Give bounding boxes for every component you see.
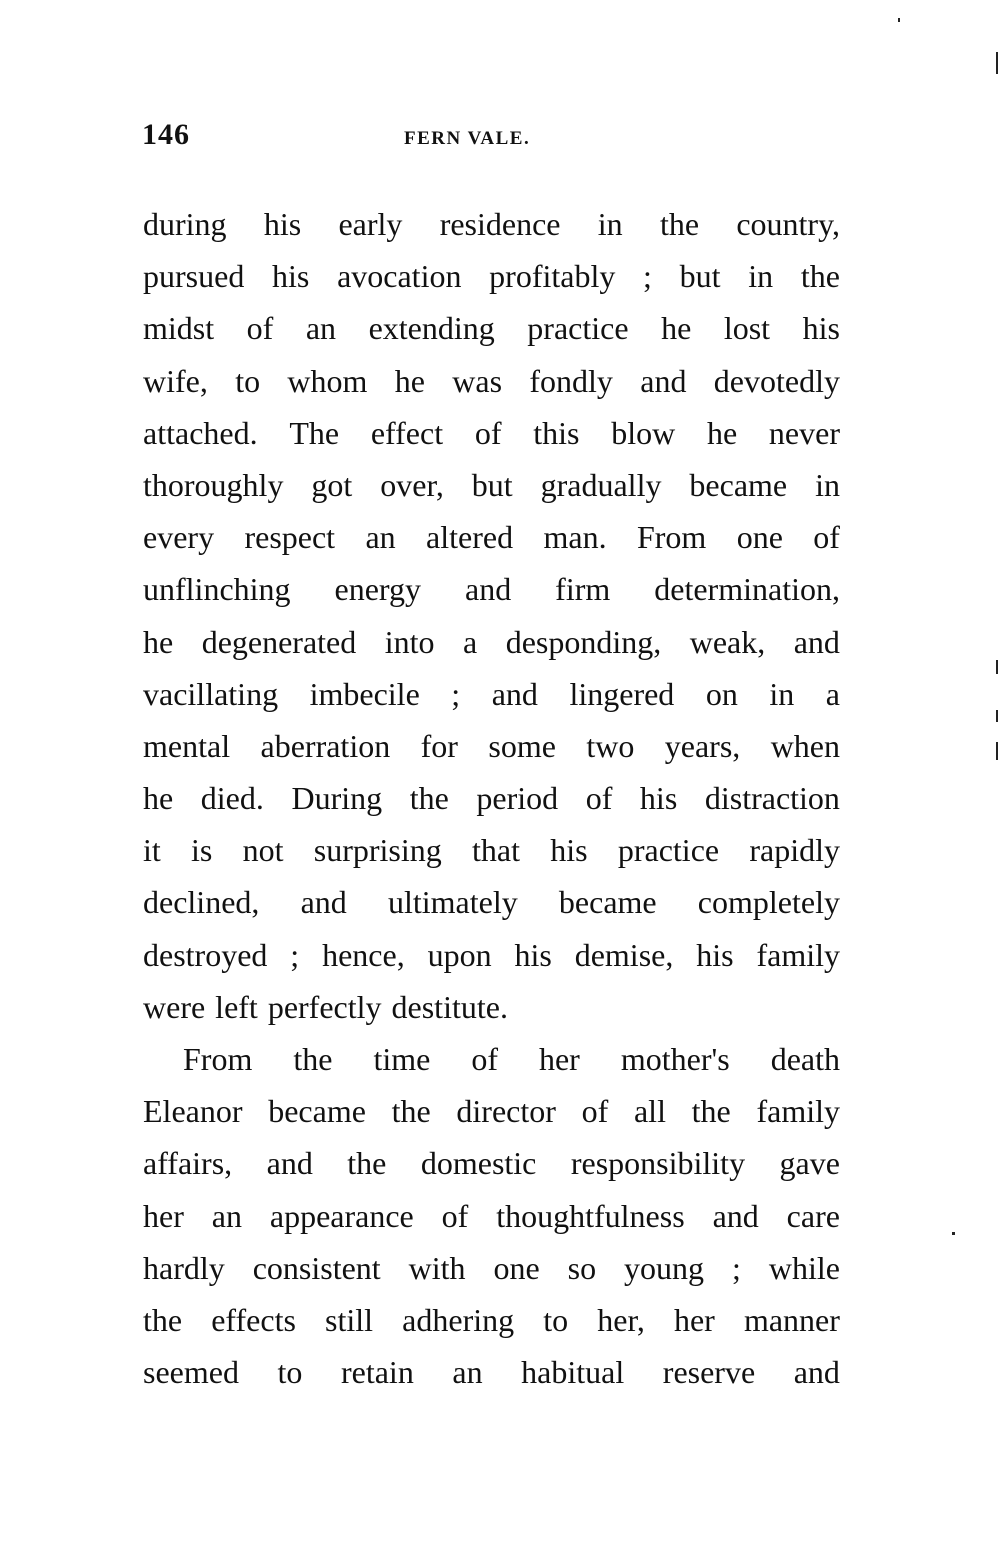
scan-speck — [996, 710, 998, 722]
text-line: it is not surprising that his practice rapidly — [143, 832, 840, 869]
text-line: he died. During the period of his distraction — [143, 780, 840, 817]
scan-speck — [952, 1232, 955, 1235]
scan-speck — [996, 52, 998, 74]
running-title: FERN VALE. — [404, 128, 531, 149]
paragraph — [143, 198, 840, 1033]
text-line: midst of an extending practice he lost his — [143, 310, 840, 347]
text-line: every respect an altered man. From one of — [143, 519, 840, 556]
text-line: declined, and ultimately became completely — [143, 884, 840, 921]
text-line: Eleanor became the director of all the family — [143, 1093, 840, 1130]
text-line: unflinching energy and firm determination, — [143, 571, 840, 608]
text-line: during his early residence in the country, — [143, 206, 840, 242]
text-line: were left perfectly destitute. — [143, 988, 508, 1025]
text-line: From the time of her mother's death — [183, 1041, 840, 1077]
text-line: hardly consistent with one so young ; while — [143, 1249, 840, 1286]
text-line: affairs, and the domestic responsibility gave — [143, 1145, 840, 1182]
page-number: 146 — [142, 118, 190, 151]
text-line: mental aberration for some two years, when — [143, 727, 840, 764]
text-line: the effects still adhering to her, her manner — [143, 1301, 840, 1338]
paragraph — [143, 1033, 840, 1398]
text-line: pursued his avocation profitably ; but in the — [143, 258, 840, 295]
text-line: vacillating imbecile ; and lingered on in a — [143, 675, 840, 712]
scan-speck — [996, 742, 998, 760]
text-line: destroyed ; hence, upon his demise, his family — [143, 936, 840, 973]
text-line: thoroughly got over, but gradually became in — [143, 466, 840, 503]
scan-speck — [996, 660, 998, 674]
running-head — [142, 118, 842, 158]
text-line: her an appearance of thoughtfulness and care — [143, 1197, 840, 1234]
text-line: he degenerated into a desponding, weak, and — [143, 623, 840, 660]
text-line: attached. The effect of this blow he never — [143, 414, 840, 451]
text-line: wife, to whom he was fondly and devotedly — [143, 362, 840, 399]
scan-speck — [898, 18, 900, 22]
body-text — [143, 198, 840, 1398]
text-line: seemed to retain an habitual reserve and — [143, 1354, 840, 1391]
